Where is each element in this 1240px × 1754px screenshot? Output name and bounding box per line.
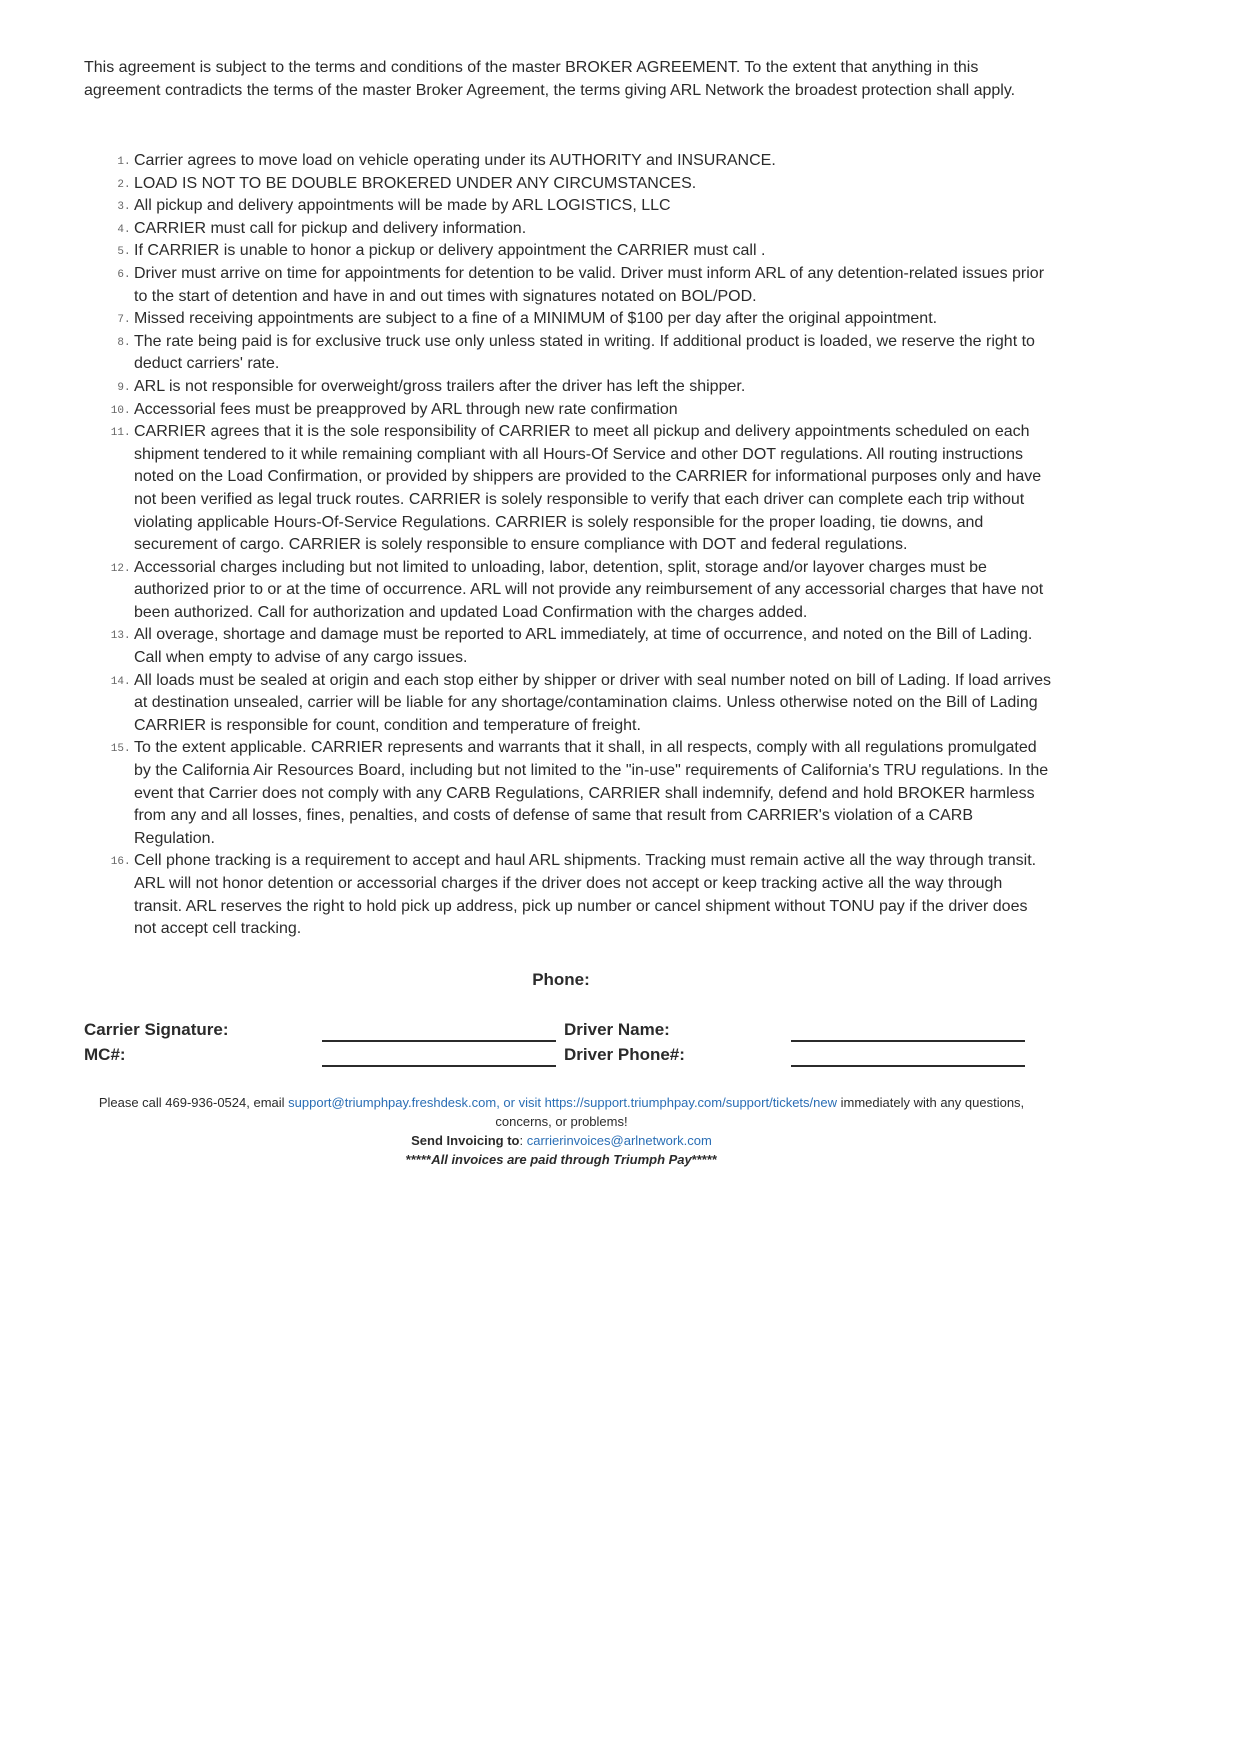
term-text: Driver must arrive on time for appointments for detention to be valid. Driver must inform ARL of any detention-related issues prior to the start of detention and have in and out times with signatures notated on BOL/POD. — [134, 264, 1045, 305]
term-item — [84, 737, 1054, 850]
term-number: 15. — [84, 738, 134, 761]
term-number-value: 6 — [117, 268, 124, 281]
call-suffix: immediately with any questions, concerns, or problems! — [495, 1095, 1025, 1129]
term-item — [84, 850, 1054, 940]
term-number-value: 5 — [117, 246, 124, 259]
term-number: 5. — [84, 241, 134, 264]
term-number: 2. — [84, 174, 134, 197]
term-text: Missed receiving appointments are subject to a fine of a MINIMUM of $100 per day after the original appointment. — [134, 310, 938, 328]
term-text: To the extent applicable. CARRIER represents and warrants that it shall, in all respects, comply with all regulations promulgated by the California Air Resources Board, including but not limited to the "in-use" requirements of California's TRU regulations. In the event that Carrier does not comply with any CARB Regulations, CARRIER shall indemnify, defend and hold BROKER harmless from any and all losses, fines, penalties, and costs of defense of same that result from CARRIER's violation of a CARB Regulation. — [134, 739, 1049, 847]
driver-phone-line — [791, 1045, 1025, 1067]
term-number-value: 3 — [117, 201, 124, 214]
term-number-value: 8 — [117, 336, 124, 349]
term-item — [84, 240, 1054, 263]
invoicing-line — [84, 1131, 1039, 1150]
term-number-value: 13 — [110, 630, 124, 643]
call-prefix: Please call 469-936-0524, email — [98, 1095, 289, 1110]
footer — [84, 1093, 1039, 1169]
term-item — [84, 195, 1054, 218]
term-number-value: 11 — [110, 427, 124, 440]
carrier-signature-label: Carrier Signature: — [84, 1020, 229, 1039]
carrier-signature-line — [322, 1020, 556, 1042]
term-item — [84, 218, 1054, 241]
term-number: 14. — [84, 671, 134, 694]
term-text: Cell phone tracking is a requirement to accept and haul ARL shipments. Tracking must remain active all the way through transit. ARL will not honor detention or accessorial charges if the driver does not accept or keep tracking active all the way through transit. ARL reserves the right to hold pick up address, pick up number or cancel shipment without TONU pay if the driver does not accept cell tracking. — [134, 852, 1037, 938]
term-item — [84, 557, 1054, 625]
term-number-value: 9 — [117, 381, 124, 394]
stars-suffix: ***** — [691, 1152, 718, 1167]
term-text: Carrier agrees to move load on vehicle operating under its AUTHORITY and INSURANCE. — [134, 152, 776, 169]
driver-phone-label: Driver Phone#: — [564, 1045, 685, 1064]
term-item — [84, 421, 1054, 557]
signature-row-2 — [84, 1045, 1044, 1069]
terms-list — [84, 150, 1054, 941]
term-item — [84, 331, 1054, 376]
term-item — [84, 308, 1054, 331]
driver-name-line — [791, 1020, 1025, 1042]
term-text: Accessorial fees must be preapproved by ARL through new rate confirmation — [134, 400, 678, 418]
support-contact-text — [84, 1093, 1039, 1131]
term-number: 6. — [84, 264, 134, 287]
term-text: CARRIER agrees that it is the sole responsibility of CARRIER to meet all pickup and delivery appointments scheduled on each shipment tendered to it while remaining compliant with all Hours-Of Service and other DOT regulations. All routing instructions noted on the Load Confirmation, or provided by shippers are provided to the CARRIER for informational purposes only and have not been verified as legal truck routes. CARRIER is solely responsible to verify that each driver can complete each trip without violating applicable Hours-Of-Service Regulations. CARRIER is solely responsible for the proper loading, tie downs, and securement of cargo. CARRIER is solely responsible to ensure compliance with DOT and federal regulations. — [134, 423, 1042, 554]
term-number-value: 1 — [117, 156, 124, 168]
support-url-link[interactable]: https://support.triumphpay.com/support/tickets/new — [544, 1095, 838, 1110]
term-number: 13. — [84, 625, 134, 648]
mc-label: MC#: — [84, 1045, 126, 1064]
term-number: 1. — [84, 151, 134, 174]
term-item — [84, 376, 1054, 399]
term-number-value: 14 — [110, 675, 124, 688]
term-number: 3. — [84, 196, 134, 219]
support-email-link[interactable]: support@triumphpay.freshdesk.com, or visit — [288, 1095, 545, 1110]
invoicing-label: Send Invoicing to — [411, 1133, 520, 1148]
term-number: 7. — [84, 309, 134, 332]
term-number: 11. — [84, 422, 134, 445]
term-text: CARRIER must call for pickup and delivery information. — [134, 219, 527, 237]
mc-line — [322, 1045, 556, 1067]
paid-note: All invoices are paid through Triumph Pay — [431, 1152, 692, 1167]
driver-name-label: Driver Name: — [564, 1020, 670, 1039]
triumph-pay-note — [84, 1150, 1039, 1169]
term-item — [84, 399, 1054, 422]
term-item — [84, 624, 1054, 669]
phone-label: Phone: — [532, 970, 590, 989]
invoicing-email-link[interactable]: carrierinvoices@arlnetwork.com — [526, 1133, 712, 1148]
intro-paragraph: This agreement is subject to the terms and conditions of the master BROKER AGREEMENT. To the extent that anything in this agreement contradicts the terms of the master Broker Agreement, the terms giving ARL Network the broadest protection shall apply. — [84, 59, 1016, 99]
term-number-value: 2 — [117, 178, 124, 191]
stars-prefix: ***** — [405, 1152, 432, 1167]
term-number: 8. — [84, 332, 134, 355]
term-text: LOAD IS NOT TO BE DOUBLE BROKERED UNDER ANY CIRCUMSTANCES. — [134, 174, 697, 192]
term-text: ARL is not responsible for overweight/gross trailers after the driver has left the shipper. — [134, 377, 746, 395]
term-text: If CARRIER is unable to honor a pickup or delivery appointment the CARRIER must call . — [134, 242, 766, 260]
term-number: 12. — [84, 558, 134, 581]
term-item — [84, 263, 1054, 308]
term-number-value: 4 — [117, 223, 124, 236]
term-item — [84, 173, 1054, 196]
term-number: 16. — [84, 851, 134, 874]
term-text: All pickup and delivery appointments will be made by ARL LOGISTICS, LLC — [134, 197, 671, 215]
term-number: 4. — [84, 219, 134, 242]
term-text: All overage, shortage and damage must be reported to ARL immediately, at time of occurrence, and noted on the Bill of Lading. Call when empty to advise of any cargo issues. — [134, 626, 1033, 667]
term-number-value: 12 — [110, 562, 124, 575]
term-item — [84, 150, 1054, 173]
term-number-value: 15 — [110, 743, 124, 756]
term-number: 9. — [84, 377, 134, 400]
term-number-value: 10 — [110, 404, 124, 417]
term-item — [84, 670, 1054, 738]
term-number-value: 16 — [110, 856, 124, 869]
term-text: Accessorial charges including but not limited to unloading, labor, detention, split, storage and/or layover charges must be authorized prior to or at the time of occurrence. ARL will not provide any reimbursement of any accessorial charges that have not been authorized. Call for authorization and updated Load Confirmation with the charges added. — [134, 558, 1044, 621]
signature-row-1 — [84, 1020, 1044, 1044]
term-text: The rate being paid is for exclusive truck use only unless stated in writing. If additional product is loaded, we reserve the right to deduct carriers' rate. — [134, 332, 1035, 373]
term-number: 10. — [84, 400, 134, 423]
invoicing-colon: : — [519, 1133, 527, 1148]
term-text: All loads must be sealed at origin and each stop either by shipper or driver with seal number noted on bill of Lading. If load arrives at destination unsealed, carrier will be liable for any shortage/contamination claims. Unless otherwise noted on the Bill of Lading CARRIER is responsible for count, condition and temperature of freight. — [134, 671, 1051, 734]
term-number-value: 7 — [117, 314, 124, 327]
